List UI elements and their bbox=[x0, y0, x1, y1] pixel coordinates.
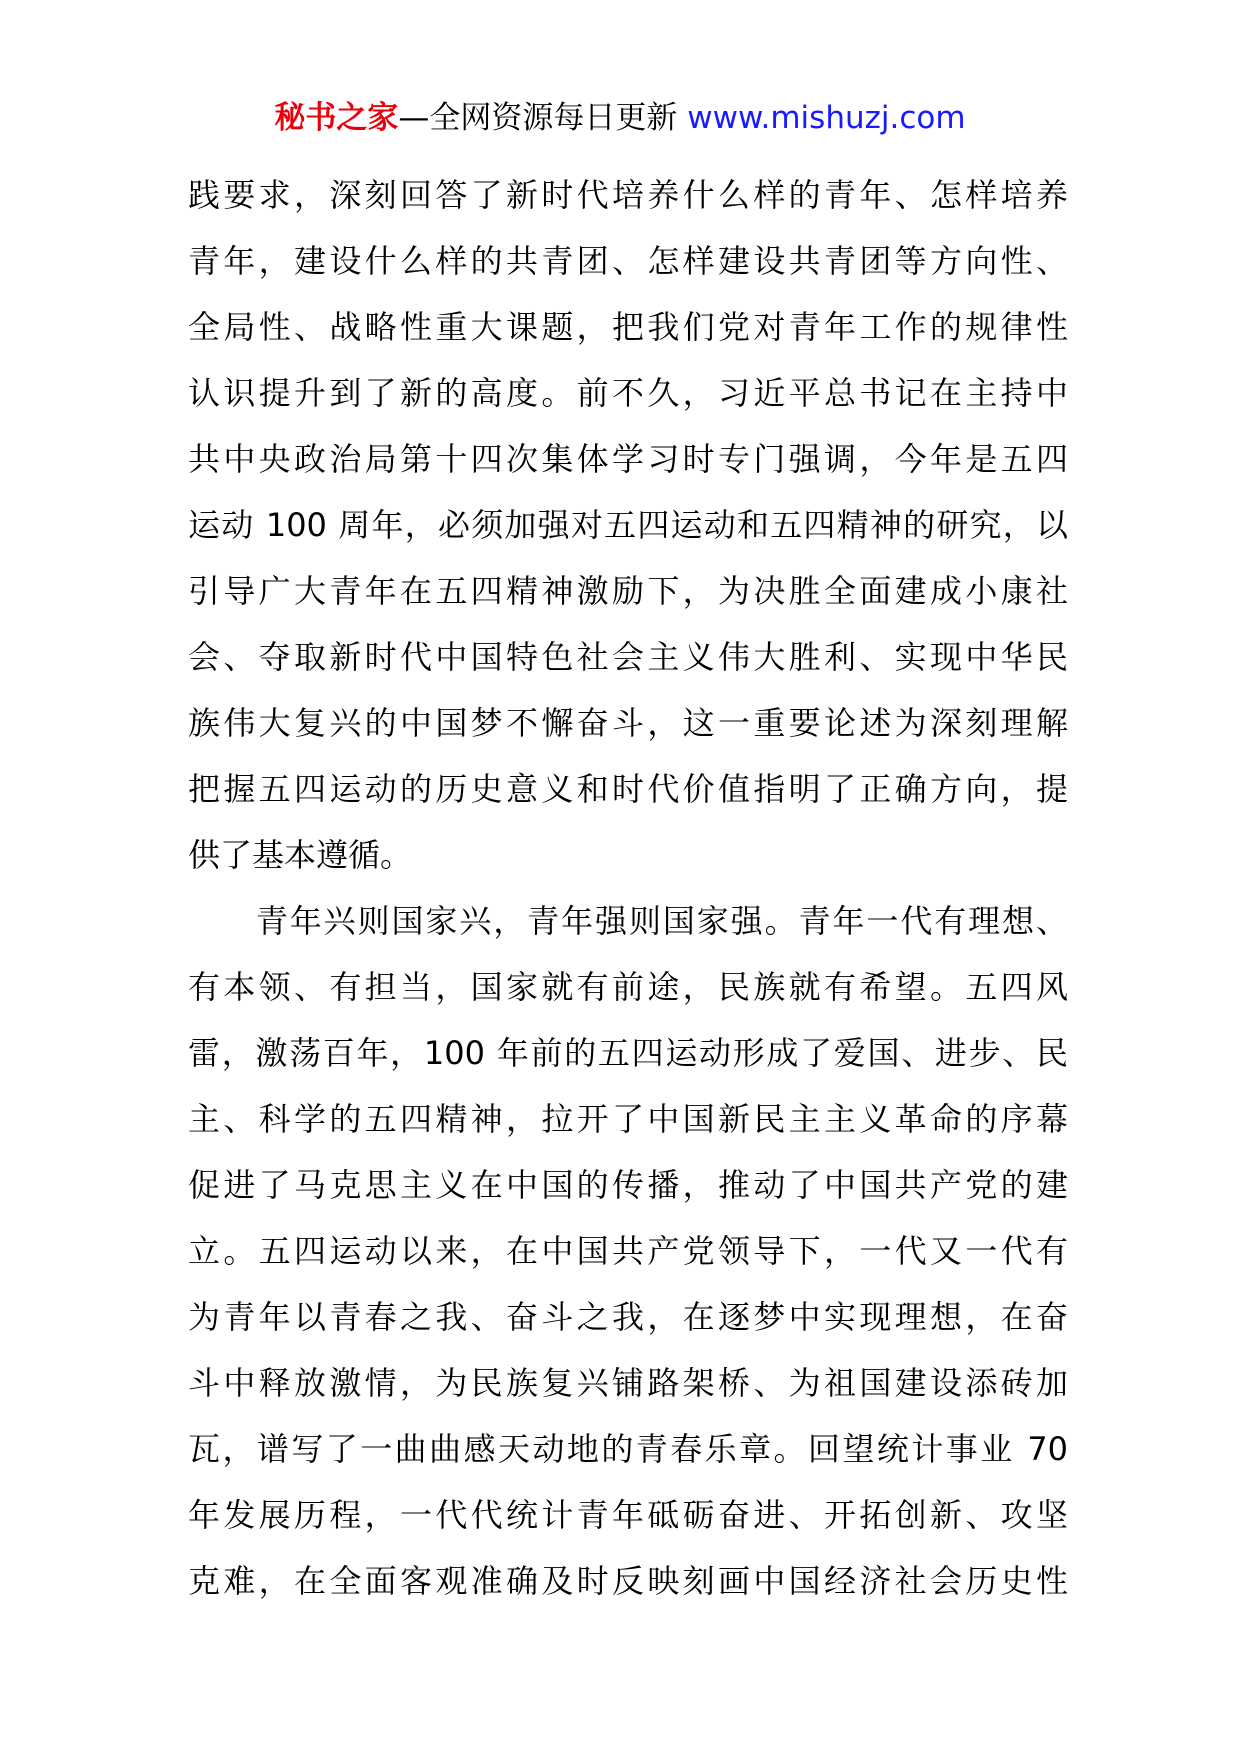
paragraph-line: 年发展历程，一代代统计青年砥砺奋进、开拓创新、攻坚 bbox=[188, 1496, 1068, 1534]
paragraph-line: 克难，在全面客观准确及时反映刻画中国经济社会历史性 bbox=[188, 1562, 1068, 1600]
paragraph-line: 全局性、战略性重大课题，把我们党对青年工作的规律性 bbox=[188, 308, 1068, 346]
paragraph-line: 立。五四运动以来，在中国共产党领导下，一代又一代有 bbox=[188, 1232, 1068, 1270]
page-header bbox=[0, 98, 1240, 138]
header-brand: 秘书之家 bbox=[274, 100, 399, 136]
paragraph-line: 会、夺取新时代中国特色社会主义伟大胜利、实现中华民 bbox=[188, 638, 1068, 676]
paragraph-line: 运动 100 周年，必须加强对五四运动和五四精神的研究，以 bbox=[188, 506, 1068, 544]
paragraph-line: 斗中释放激情，为民族复兴铺路架桥、为祖国建设添砖加 bbox=[188, 1364, 1068, 1402]
paragraph-line: 为青年以青春之我、奋斗之我，在逐梦中实现理想，在奋 bbox=[188, 1298, 1068, 1336]
paragraph-line: 把握五四运动的历史意义和时代价值指明了正确方向，提 bbox=[188, 770, 1068, 808]
header-site-link[interactable]: www.mishuzj.com bbox=[687, 100, 966, 136]
paragraph-line: 瓦，谱写了一曲曲感天动地的青春乐章。回望统计事业 70 bbox=[188, 1430, 1068, 1468]
header-tagline: —全网资源每日更新 bbox=[398, 100, 688, 136]
paragraph-line: 有本领、有担当，国家就有前途，民族就有希望。五四风 bbox=[188, 968, 1068, 1006]
paragraph-line: 青年，建设什么样的共青团、怎样建设共青团等方向性、 bbox=[188, 242, 1068, 280]
paragraph-line: 族伟大复兴的中国梦不懈奋斗，这一重要论述为深刻理解 bbox=[188, 704, 1068, 742]
paragraph-line: 引导广大青年在五四精神激励下，为决胜全面建成小康社 bbox=[188, 572, 1068, 610]
document-body bbox=[188, 162, 1068, 1614]
paragraph-line: 促进了马克思主义在中国的传播，推动了中国共产党的建 bbox=[188, 1166, 1068, 1204]
paragraph-line: 主、科学的五四精神，拉开了中国新民主主义革命的序幕 bbox=[188, 1100, 1068, 1138]
paragraph-line: 共中央政治局第十四次集体学习时专门强调，今年是五四 bbox=[188, 440, 1068, 478]
paragraph-line: 供了基本遵循。 bbox=[188, 836, 413, 874]
paragraph-line: 雷，激荡百年，100 年前的五四运动形成了爱国、进步、民 bbox=[188, 1034, 1068, 1072]
paragraph-1 bbox=[188, 162, 1068, 888]
paragraph-2 bbox=[188, 888, 1068, 1614]
paragraph-line: 青年兴则国家兴，青年强则国家强。青年一代有理想、 bbox=[188, 902, 1068, 940]
paragraph-line: 认识提升到了新的高度。前不久，习近平总书记在主持中 bbox=[188, 374, 1068, 412]
paragraph-line: 践要求，深刻回答了新时代培养什么样的青年、怎样培养 bbox=[188, 176, 1068, 214]
